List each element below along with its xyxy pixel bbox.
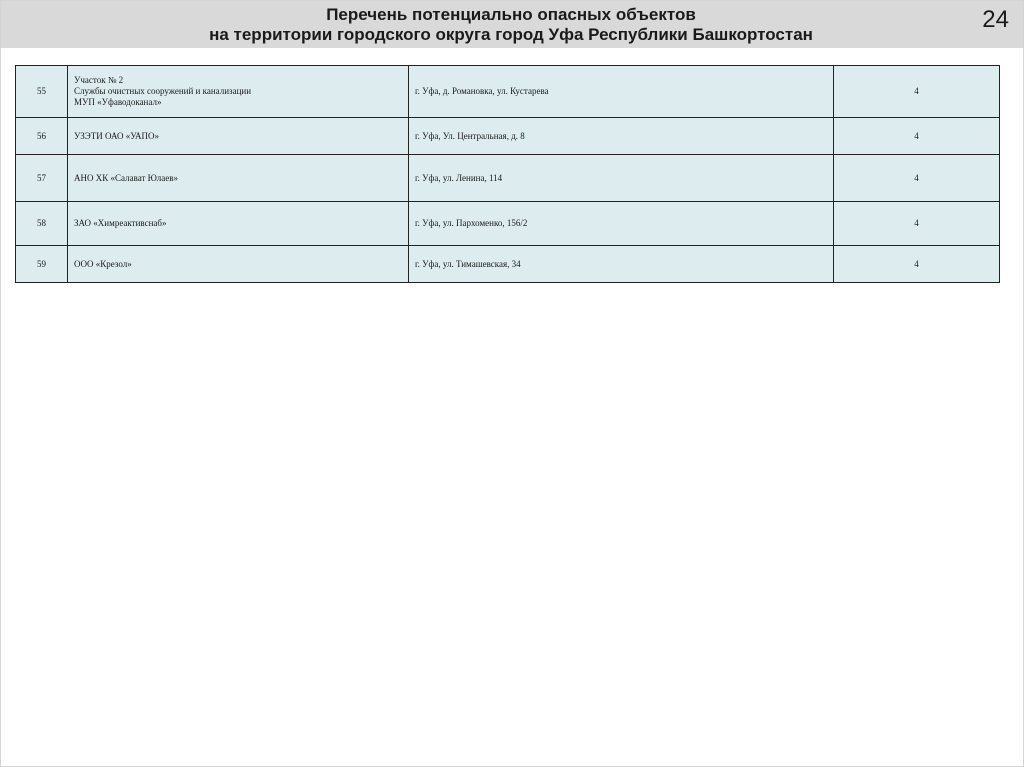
table-row — [16, 118, 1000, 155]
hazard-category: 4 — [834, 155, 1000, 202]
row-number: 59 — [16, 246, 68, 283]
table-row — [16, 155, 1000, 202]
row-number: 56 — [16, 118, 68, 155]
hazardous-objects-table — [15, 65, 1000, 283]
object-name — [68, 66, 409, 118]
object-name-line: ЗАО «Химреактивснаб» — [74, 218, 167, 228]
slide-title — [61, 5, 961, 45]
object-name-line: ООО «Крезол» — [74, 258, 132, 269]
slide-header — [1, 1, 1023, 48]
row-number: 57 — [16, 155, 68, 202]
object-address: г. Уфа, ул. Тимашевская, 34 — [409, 246, 834, 283]
object-name-line: Службы очистных сооружений и канализации — [74, 86, 252, 96]
object-name-line: МУП «Уфаводоканал» — [74, 97, 162, 107]
object-address: г. Уфа, Ул. Центральная, д. 8 — [409, 118, 834, 155]
object-address: г. Уфа, ул. Пархоменко, 156/2 — [409, 202, 834, 246]
object-address: г. Уфа, д. Романовка, ул. Кустарева — [409, 66, 834, 118]
slide-number: 24 — [982, 6, 1009, 33]
object-name — [68, 246, 409, 283]
object-name-line: АНО ХК «Салават Юлаев» — [74, 172, 179, 183]
table-row — [16, 202, 1000, 246]
object-address: г. Уфа, ул. Ленина, 114 — [409, 155, 834, 202]
object-name — [68, 118, 409, 155]
hazard-category: 4 — [834, 202, 1000, 246]
object-name — [68, 202, 409, 246]
row-number: 58 — [16, 202, 68, 246]
object-name-line: Участок № 2 — [74, 75, 124, 85]
row-number: 55 — [16, 66, 68, 118]
slide-title-line-2: на территории городского округа город Уфа Республики Башкортостан — [209, 25, 813, 44]
object-name-line: УЗЭТИ ОАО «УАПО» — [74, 130, 159, 141]
hazard-category: 4 — [834, 246, 1000, 283]
table-row — [16, 246, 1000, 283]
table-row — [16, 66, 1000, 118]
hazard-category: 4 — [834, 66, 1000, 118]
slide-title-line-1: Перечень потенциально опасных объектов — [326, 5, 696, 24]
hazard-category: 4 — [834, 118, 1000, 155]
object-name — [68, 155, 409, 202]
